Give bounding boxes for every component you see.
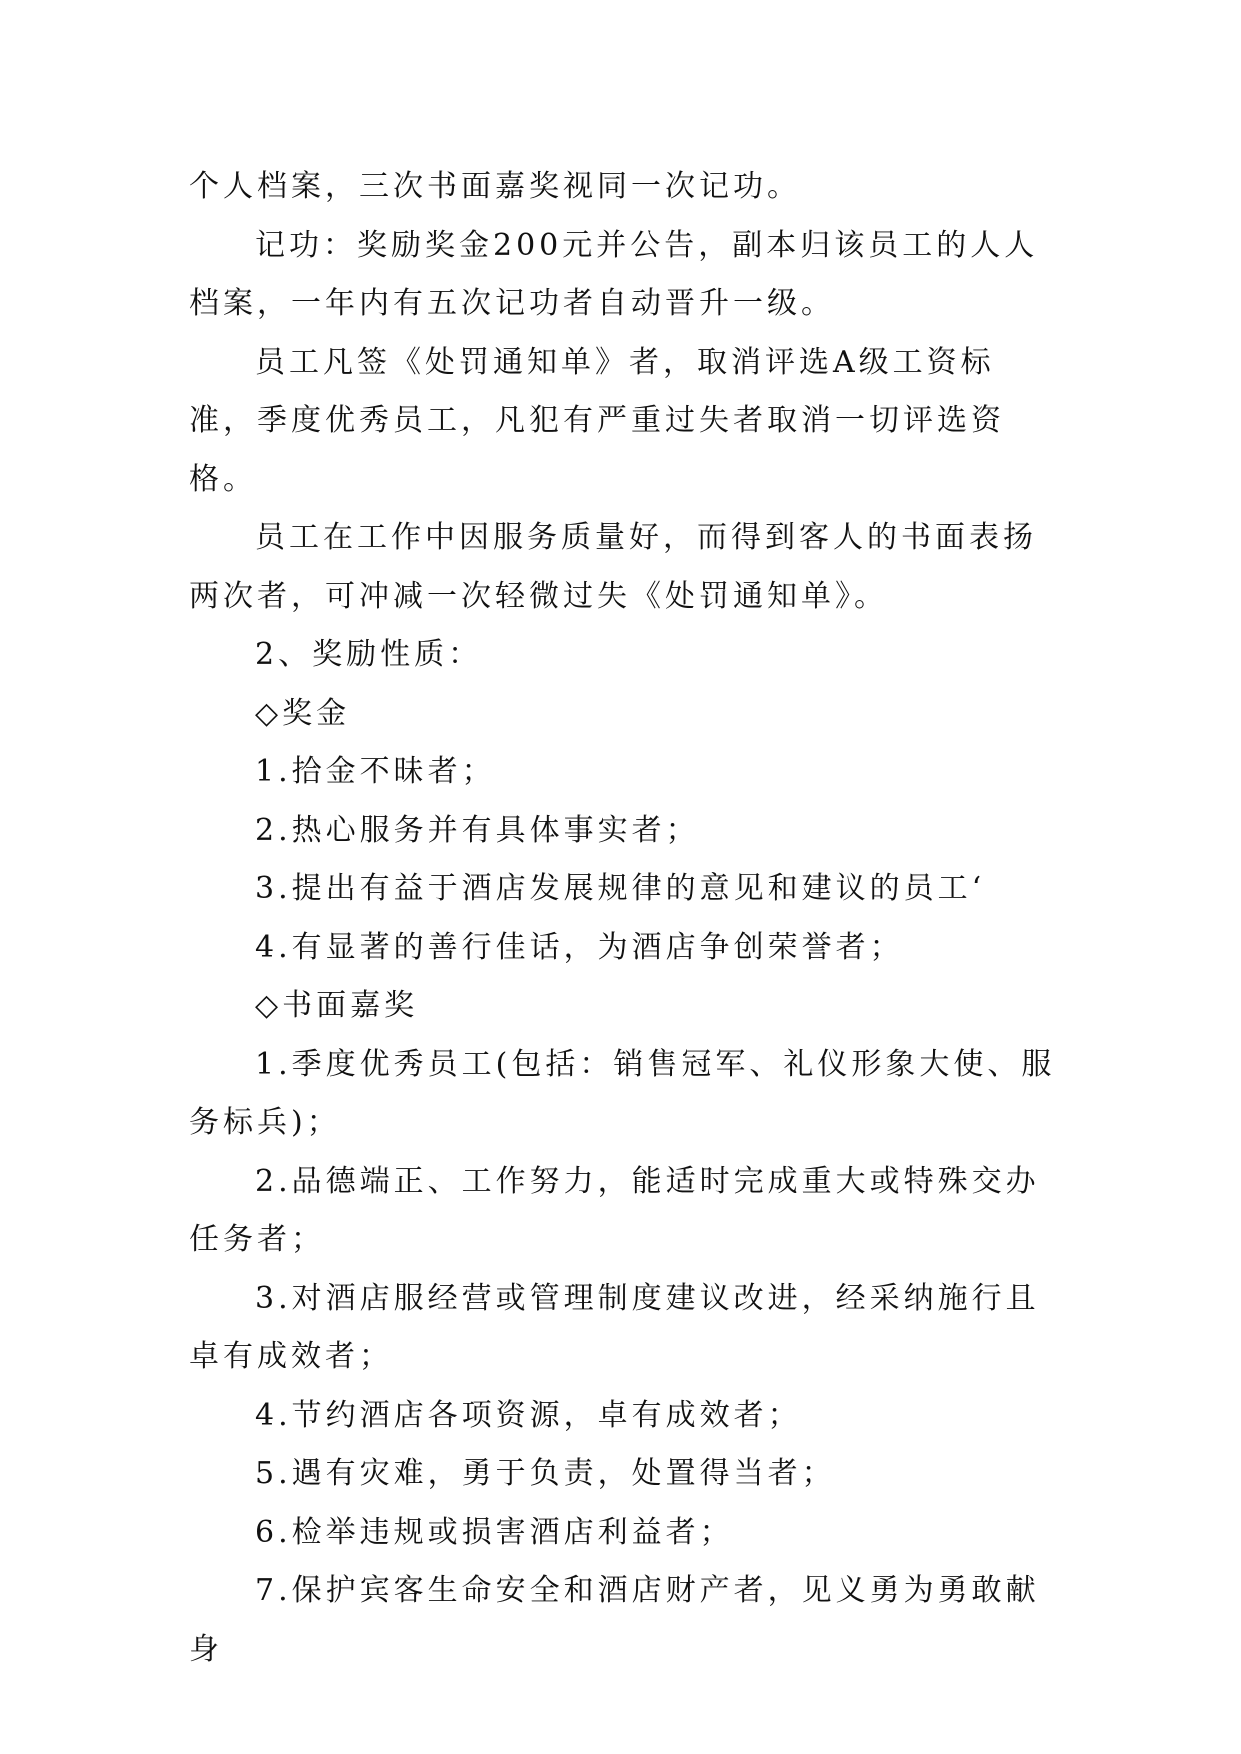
- list-item: 3.对酒店服经营或管理制度建议改进，经采纳施行且卓有成效者；: [189, 1280, 1040, 1374]
- list-item: 1.季度优秀员工(包括：销售冠军、礼仪形象大使、服务标兵)；: [189, 1046, 1056, 1140]
- list-item: 5.遇有灾难，勇于负责，处置得当者；: [255, 1456, 836, 1491]
- paragraph: 员工凡签《处罚通知单》者，取消评选A级工资标准，季度优秀员工，凡犯有严重过失者取消一切评选资格。: [189, 344, 1005, 497]
- subsection-heading: ◇奖金: [255, 695, 351, 731]
- paragraph: 个人档案，三次书面嘉奖视同一次记功。: [189, 169, 801, 204]
- list-item: 6.检举违规或损害酒店利益者；: [255, 1514, 734, 1550]
- list-item: 1.拾金不昧者；: [255, 754, 496, 789]
- document-body: [189, 158, 1059, 1679]
- list-item: 7.保护宾客生命安全和酒店财产者，见义勇为勇敢献身: [189, 1573, 1040, 1667]
- section-heading: 2、奖励性质：: [255, 637, 483, 672]
- list-item: 4.节约酒店各项资源，卓有成效者；: [255, 1397, 802, 1433]
- list-item: 3.提出有益于酒店发展规律的意见和建议的员工‘: [255, 871, 986, 906]
- list-item: 4.有显著的善行佳话，为酒店争创荣誉者；: [255, 929, 904, 965]
- list-item: 2.热心服务并有具体事实者；: [255, 812, 700, 848]
- paragraph: 员工在工作中因服务质量好，而得到客人的书面表扬两次者，可冲减一次轻微过失《处罚通知单》。: [189, 520, 1037, 614]
- paragraph: 记功：奖励奖金200元并公告，副本归该员工的人人档案，一年内有五次记功者自动晋升一级。: [189, 227, 1039, 321]
- list-item: 2.品德端正、工作努力，能适时完成重大或特殊交办任务者；: [189, 1163, 1040, 1257]
- subsection-heading: ◇书面嘉奖: [255, 988, 419, 1023]
